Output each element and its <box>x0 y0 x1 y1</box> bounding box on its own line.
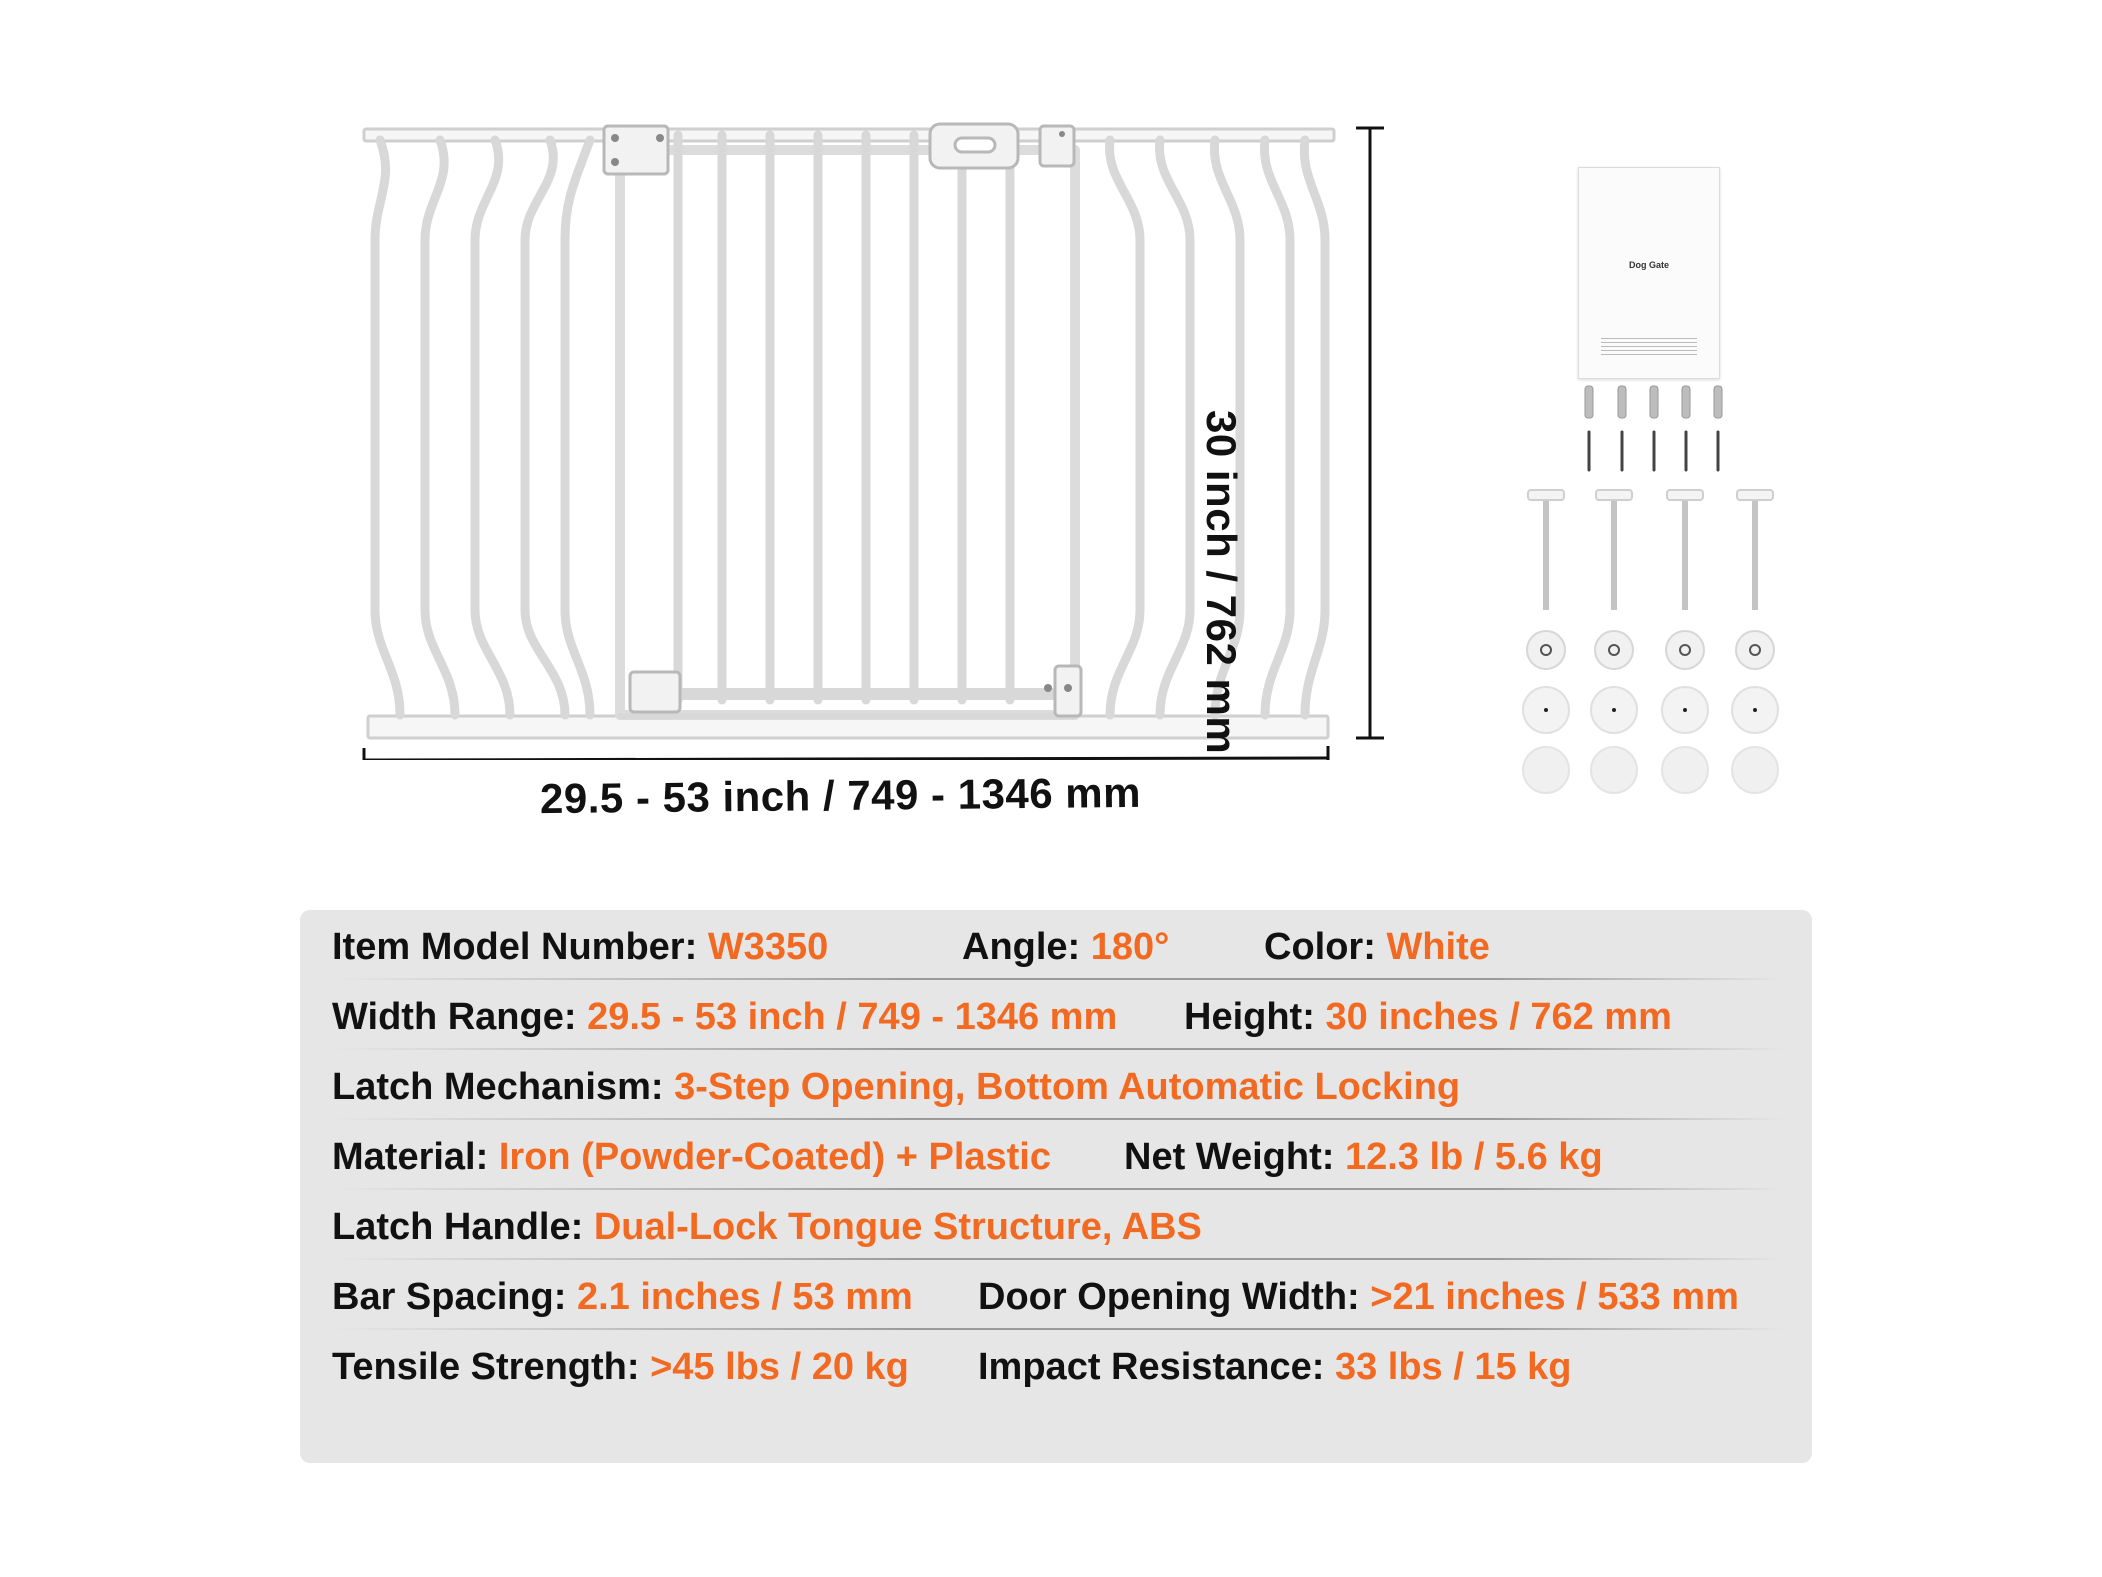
screws <box>1589 432 1718 470</box>
impact-resistance-label: Impact Resistance: <box>978 1346 1325 1388</box>
width-range-value: 29.5 - 53 inch / 749 - 1346 mm <box>587 996 1118 1038</box>
net-weight-value: 12.3 lb / 5.6 kg <box>1344 1136 1603 1178</box>
tension-knobs <box>1527 631 1774 669</box>
wall-pads <box>1523 747 1778 793</box>
latch-mechanism-value: 3-Step Opening, Bottom Automatic Locking <box>674 1066 1461 1108</box>
material-label: Material: <box>332 1136 489 1178</box>
threaded-spindles <box>1546 496 1755 610</box>
model-value: W3350 <box>707 926 829 968</box>
latch-handle-label: Latch Handle: <box>332 1206 584 1248</box>
net-weight-label: Net Weight: <box>1124 1136 1335 1178</box>
manual-fine-print <box>1601 338 1697 356</box>
spec-row-spacing-door <box>332 1260 1798 1330</box>
gate-illustration <box>0 0 1400 760</box>
spec-row-model <box>332 910 1798 980</box>
tensile-strength-label: Tensile Strength: <box>332 1346 640 1388</box>
height-dimension-label: 30 inch / 762 mm <box>1198 410 1245 755</box>
latch-handle-value: Dual-Lock Tongue Structure, ABS <box>593 1206 1202 1248</box>
wall-anchors <box>1585 386 1722 418</box>
bar-spacing-value: 2.1 inches / 53 mm <box>576 1276 913 1318</box>
spec-row-width-height <box>332 980 1798 1050</box>
spec-row-strength <box>332 1330 1798 1400</box>
height-value: 30 inches / 762 mm <box>1325 996 1672 1038</box>
hardware-accessories <box>1500 370 1800 810</box>
tensile-strength-value: >45 lbs / 20 kg <box>650 1346 909 1388</box>
specifications-panel <box>300 910 1812 1463</box>
manual-title: Dog Gate <box>1628 260 1669 270</box>
width-dimension-label: 29.5 - 53 inch / 749 - 1346 mm <box>539 768 1142 823</box>
door-opening-label: Door Opening Width: <box>978 1276 1360 1318</box>
angle-value: 180° <box>1090 926 1170 968</box>
spec-row-material-weight <box>332 1120 1798 1190</box>
door-opening-value: >21 inches / 533 mm <box>1370 1276 1739 1318</box>
spec-row-latch-mechanism <box>332 1050 1798 1120</box>
color-value: White <box>1386 926 1490 968</box>
wall-cups <box>1523 687 1778 733</box>
material-value: Iron (Powder-Coated) + Plastic <box>498 1136 1051 1178</box>
latch-mechanism-label: Latch Mechanism: <box>332 1066 664 1108</box>
color-label: Color: <box>1264 926 1376 968</box>
height-label: Height: <box>1184 996 1315 1038</box>
model-label: Item Model Number: <box>332 926 698 968</box>
instruction-manual <box>1578 167 1720 379</box>
bar-spacing-label: Bar Spacing: <box>332 1276 567 1318</box>
angle-label: Angle: <box>962 926 1081 968</box>
spec-row-latch-handle <box>332 1190 1798 1260</box>
width-range-label: Width Range: <box>332 996 577 1038</box>
impact-resistance-value: 33 lbs / 15 kg <box>1334 1346 1572 1388</box>
